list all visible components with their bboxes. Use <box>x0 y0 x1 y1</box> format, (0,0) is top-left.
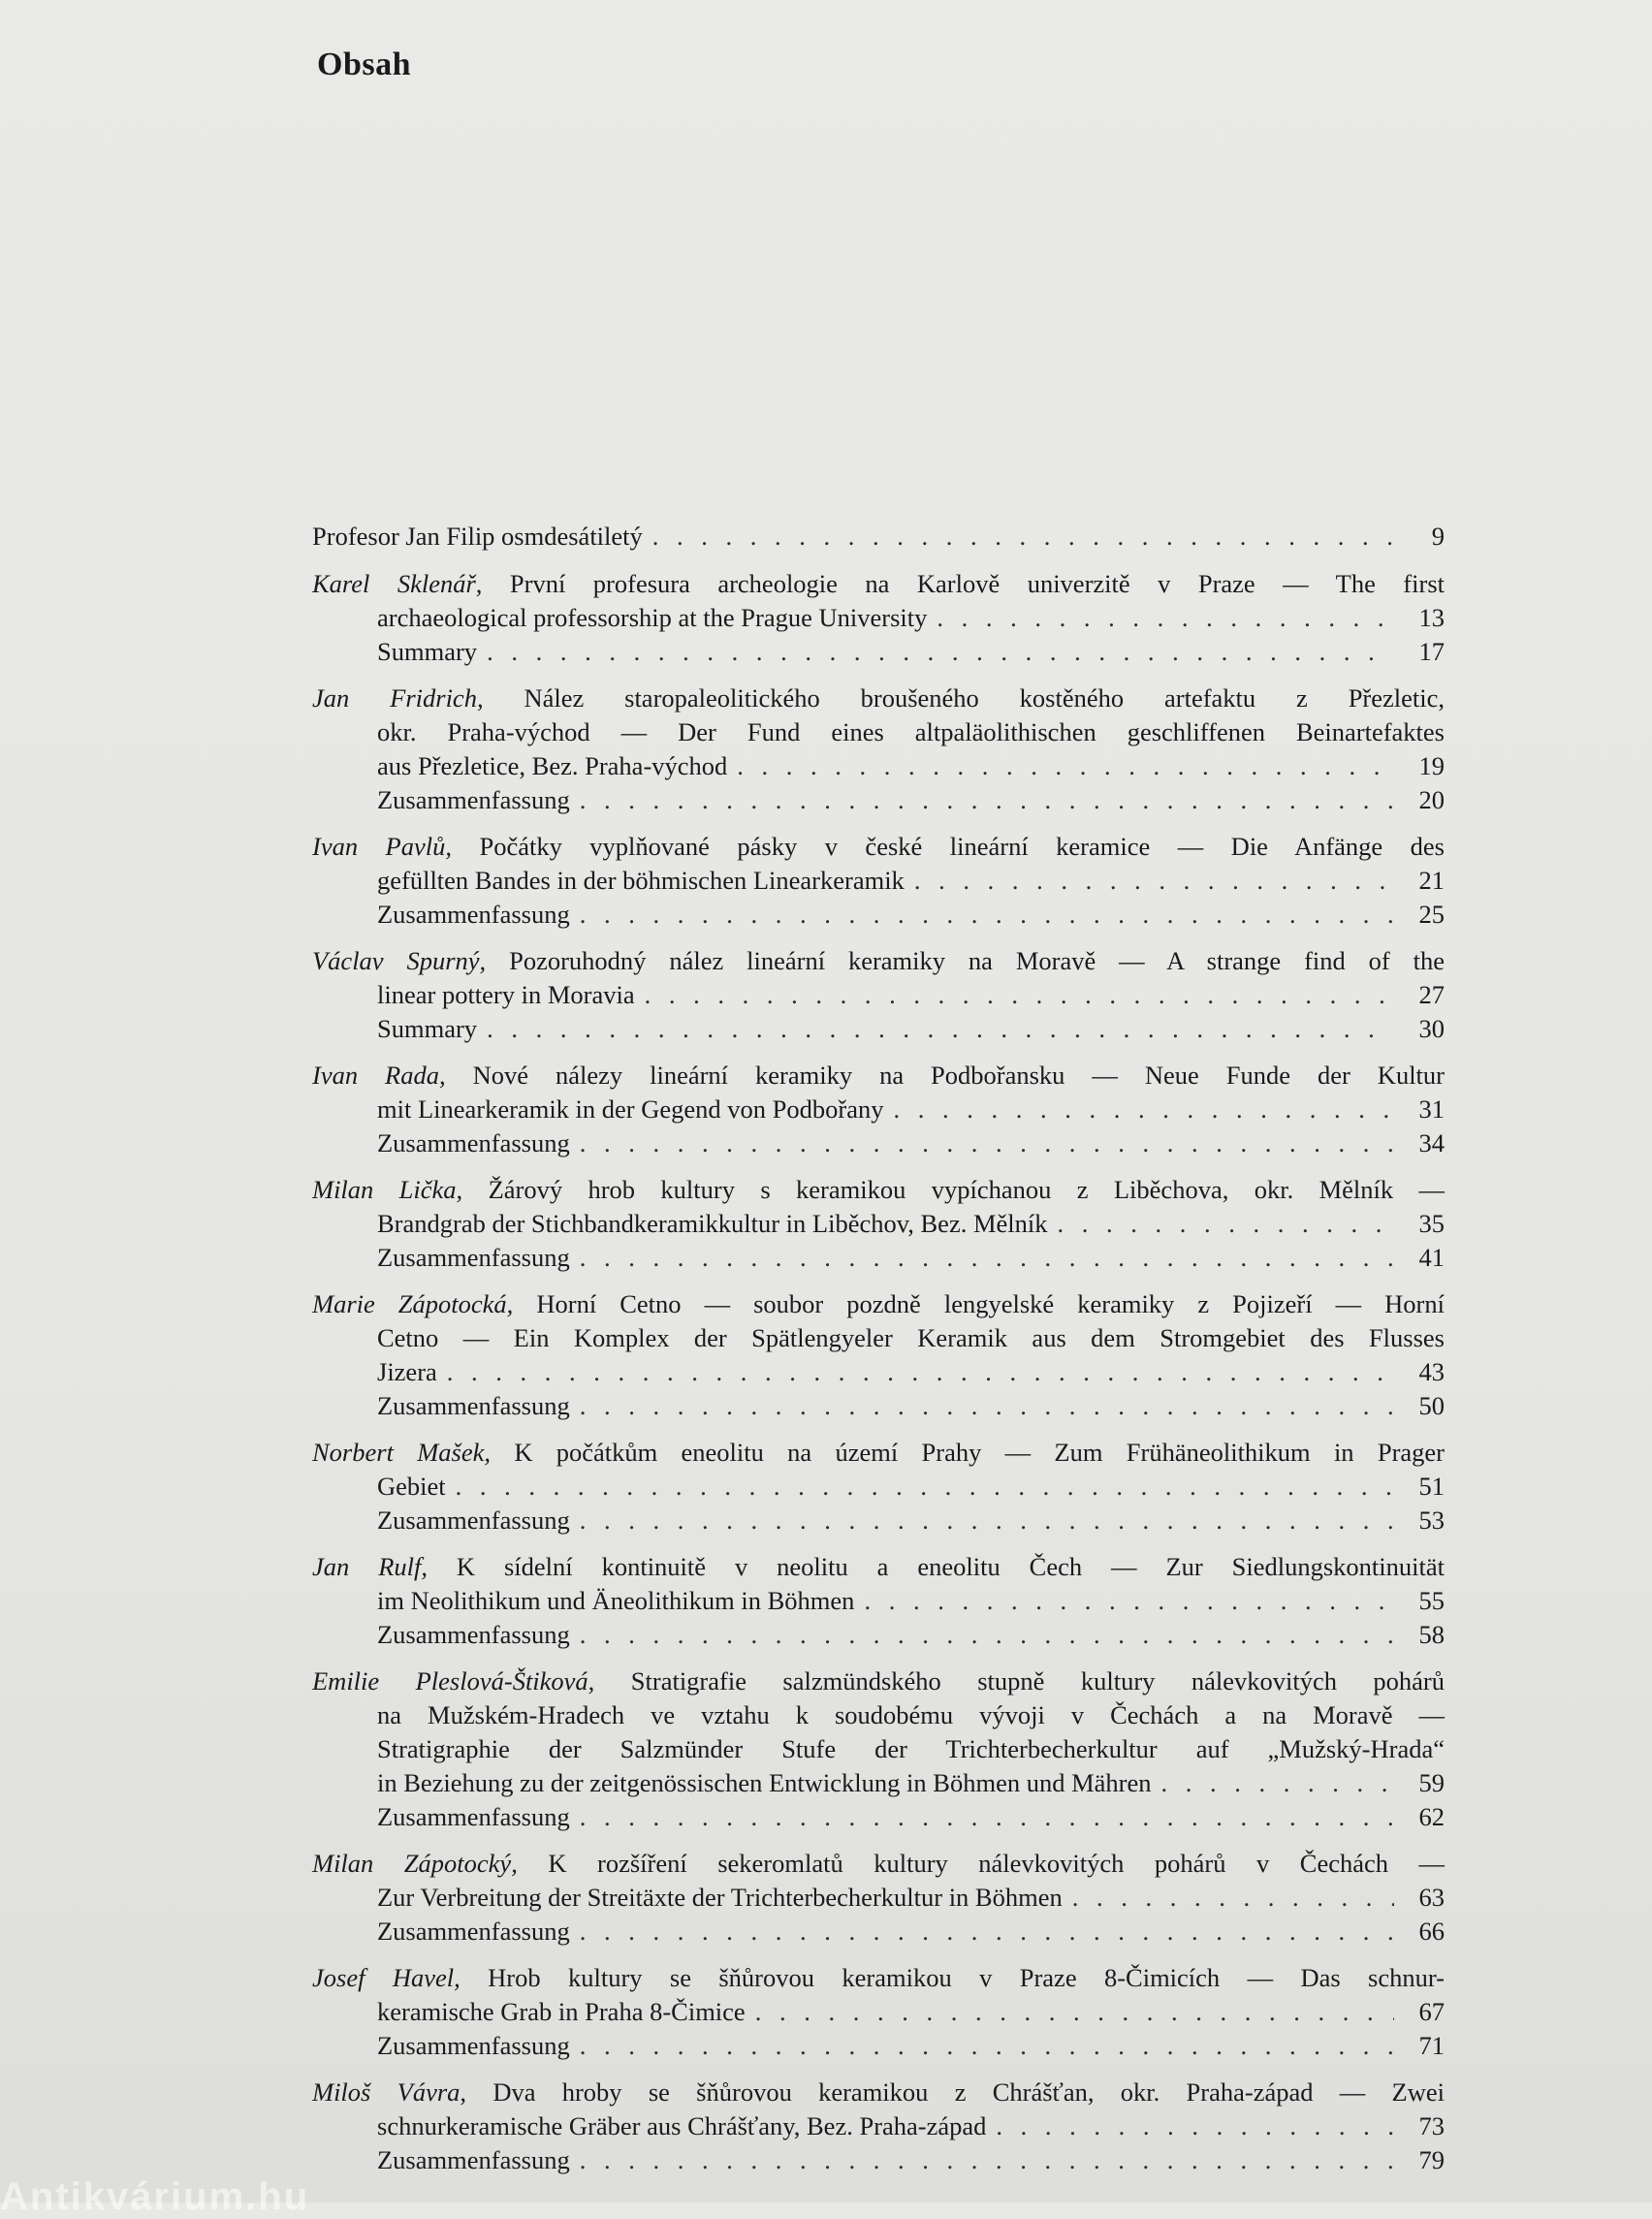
page-number: 31 <box>1418 1094 1445 1124</box>
page-number: 79 <box>1418 2145 1445 2174</box>
toc-entry <box>312 682 1445 817</box>
entry-title-text: Brandgrab der Stichbandkeramikkultur in Liběchov, Bez. Mělník <box>377 1209 1048 1238</box>
toc-line-with-page <box>312 1012 1445 1046</box>
dot-leader <box>937 601 1394 635</box>
dot-leader <box>580 2029 1394 2063</box>
dot-leader <box>996 2109 1394 2143</box>
dot-leader <box>580 1915 1394 1949</box>
dot-leader <box>580 1241 1394 1275</box>
entry-title-text: Horní Cetno — soubor pozdně lengyelské keramiky z Pojizeří — Horní <box>536 1289 1445 1318</box>
dot-leader <box>755 1995 1394 2029</box>
dot-leader <box>580 898 1394 932</box>
author-name: Karel Sklenář, <box>312 569 483 598</box>
entry-title-text: Nález staropaleolitického broušeného kostěného artefaktu z Přezletic, <box>524 683 1446 713</box>
author-name: Marie Zápotocká, <box>312 1289 514 1318</box>
toc-line <box>312 1321 1445 1355</box>
toc-entry <box>312 1550 1445 1652</box>
toc-entry <box>312 1287 1445 1423</box>
toc-entry <box>312 944 1445 1046</box>
page-number: 25 <box>1418 900 1445 929</box>
entry-title-text: gefüllten Bandes in der böhmischen Linearkeramik <box>377 866 905 895</box>
watermark: Antikvárium.hu <box>0 2175 310 2218</box>
toc-entry <box>312 1664 1445 1834</box>
page-number: 51 <box>1418 1472 1445 1501</box>
toc-line <box>312 567 1445 601</box>
page-number: 21 <box>1418 866 1445 895</box>
entry-title-text: schnurkeramische Gräber aus Chrášťany, Bez. Praha-západ <box>377 2111 987 2140</box>
dot-leader <box>580 1389 1394 1423</box>
page-number: 41 <box>1418 1243 1445 1272</box>
dot-leader <box>580 1504 1394 1537</box>
entry-title-text: Zur Verbreitung der Streitäxte der Trichterbecherkultur in Böhmen <box>377 1883 1063 1912</box>
page-number: 59 <box>1418 1768 1445 1797</box>
toc-line-with-page <box>312 1470 1445 1504</box>
page-number: 20 <box>1418 785 1445 814</box>
dot-leader <box>737 749 1394 783</box>
toc-line-with-page <box>312 898 1445 932</box>
toc-line-with-page <box>312 635 1445 669</box>
dot-leader <box>580 1800 1394 1834</box>
entry-title-text: Zusammenfassung <box>377 785 570 814</box>
toc-line-with-page <box>312 1126 1445 1160</box>
page-number: 9 <box>1431 522 1445 551</box>
entry-title-text: na Mužském-Hradech ve vztahu k soudobému vývoji v Čechách a na Moravě — <box>377 1700 1445 1729</box>
entry-title-text: Zusammenfassung <box>377 1802 570 1831</box>
toc-entry <box>312 830 1445 932</box>
entry-title-text: keramische Grab in Praha 8-Čimice <box>377 1997 746 2026</box>
dot-leader <box>652 520 1394 554</box>
author-name: Ivan Rada, <box>312 1061 446 1090</box>
toc-entry <box>312 520 1445 554</box>
toc-line-with-page <box>312 1584 1445 1618</box>
toc-line <box>312 682 1445 715</box>
entry-title-text: Summary <box>377 1014 478 1043</box>
page-number: 43 <box>1418 1357 1445 1386</box>
author-name: Josef Havel, <box>312 1963 461 1992</box>
toc-line-with-page <box>312 1504 1445 1537</box>
entry-title-text: linear pottery in Moravia <box>377 980 635 1009</box>
entry-title-text: Profesor Jan Filip osmdesátiletý <box>312 522 643 551</box>
toc-entry <box>312 1961 1445 2063</box>
table-of-contents <box>312 520 1445 2190</box>
author-name: Milan Zápotocký, <box>312 1849 518 1878</box>
entry-title-text: Zusammenfassung <box>377 2031 570 2060</box>
toc-line-with-page <box>312 520 1445 554</box>
entry-title-text: Pozoruhodný nález lineární keramiky na Moravě — A strange find of the <box>509 946 1446 975</box>
page-number: 58 <box>1418 1620 1445 1649</box>
page-number: 50 <box>1418 1391 1445 1420</box>
toc-line-with-page <box>312 1766 1445 1800</box>
dot-leader <box>914 864 1394 898</box>
toc-line-with-page <box>312 601 1445 635</box>
entry-title-text: Zusammenfassung <box>377 1243 570 1272</box>
author-name: Ivan Pavlů, <box>312 832 452 861</box>
entry-title-text: Zusammenfassung <box>377 900 570 929</box>
dot-leader <box>1058 1207 1394 1241</box>
entry-title-text: První profesura archeologie na Karlově univerzitě v Praze — The first <box>509 569 1445 598</box>
toc-line-with-page <box>312 2109 1445 2143</box>
toc-line-with-page <box>312 783 1445 817</box>
entry-title-text: Jizera <box>377 1357 437 1386</box>
entry-title-text: Nové nálezy lineární keramiky na Podbořansku — Neue Funde der Kultur <box>472 1061 1445 1090</box>
entry-title-text: Zusammenfassung <box>377 1620 570 1649</box>
page-number: 35 <box>1418 1209 1445 1238</box>
page-number: 27 <box>1418 980 1445 1009</box>
entry-title-text: aus Přezletice, Bez. Praha-východ <box>377 751 728 780</box>
dot-leader <box>487 635 1394 669</box>
page-title: Obsah <box>317 47 411 82</box>
entry-title-text: Hrob kultury se šňůrovou keramikou v Praze 8-Čimicích — Das schnur- <box>488 1963 1445 1992</box>
page-number: 63 <box>1418 1883 1445 1912</box>
page-number: 19 <box>1418 751 1445 780</box>
page-number: 53 <box>1418 1506 1445 1535</box>
entry-title-text: Cetno — Ein Komplex der Spätlengyeler Keramik aus dem Stromgebiet des Flusses <box>377 1323 1445 1352</box>
dot-leader <box>894 1093 1395 1126</box>
entry-title-text: K sídelní kontinuitě v neolitu a eneolitu Čech — Zur Siedlungskontinuität <box>456 1552 1446 1581</box>
dot-leader <box>447 1355 1394 1389</box>
toc-line <box>312 1550 1445 1584</box>
dot-leader <box>456 1470 1394 1504</box>
dot-leader <box>580 1618 1394 1652</box>
toc-line-with-page <box>312 978 1445 1012</box>
toc-line <box>312 1173 1445 1207</box>
entry-title-text: Počátky vyplňované pásky v české lineární keramice — Die Anfänge des <box>479 832 1445 861</box>
dot-leader <box>580 2143 1394 2177</box>
toc-line <box>312 944 1445 978</box>
toc-line <box>312 1847 1445 1881</box>
page-number: 13 <box>1418 603 1445 632</box>
entry-title-text: Stratigraphie der Salzmünder Stufe der Trichterbecherkultur auf „Mužský-Hrada“ <box>377 1734 1445 1763</box>
entry-title-text: Gebiet <box>377 1472 446 1501</box>
toc-line-with-page <box>312 1389 1445 1423</box>
toc-line <box>312 1059 1445 1093</box>
toc-line-with-page <box>312 1618 1445 1652</box>
dot-leader <box>1161 1766 1395 1800</box>
dot-leader <box>645 978 1394 1012</box>
author-name: Jan Fridrich, <box>312 683 484 713</box>
entry-title-text: archaeological professorship at the Prague University <box>377 603 928 632</box>
dot-leader <box>580 1126 1394 1160</box>
toc-line-with-page <box>312 864 1445 898</box>
entry-title-text: mit Linearkeramik in der Gegend von Podbořany <box>377 1094 884 1124</box>
dot-leader <box>864 1584 1394 1618</box>
author-name: Emilie Pleslová-Štiková, <box>312 1666 595 1696</box>
page-number: 66 <box>1418 1917 1445 1946</box>
entry-title-text: im Neolithikum und Äneolithikum in Böhmen <box>377 1586 855 1615</box>
author-name: Václav Spurný, <box>312 946 487 975</box>
toc-line-with-page <box>312 1207 1445 1241</box>
entry-title-text: Zusammenfassung <box>377 2145 570 2174</box>
page-number: 62 <box>1418 1802 1445 1831</box>
entry-title-text: Zusammenfassung <box>377 1917 570 1946</box>
toc-line <box>312 1732 1445 1766</box>
toc-line-with-page <box>312 1241 1445 1275</box>
toc-line <box>312 715 1445 749</box>
toc-line <box>312 1436 1445 1470</box>
entry-title-text: Zusammenfassung <box>377 1506 570 1535</box>
entry-title-text: Zusammenfassung <box>377 1128 570 1157</box>
toc-line-with-page <box>312 749 1445 783</box>
toc-line-with-page <box>312 1995 1445 2029</box>
toc-line-with-page <box>312 1355 1445 1389</box>
page-number: 71 <box>1418 2031 1445 2060</box>
page-number: 30 <box>1418 1014 1445 1043</box>
toc-line-with-page <box>312 1915 1445 1949</box>
entry-title-text: K rozšíření sekeromlatů kultury nálevkovitých pohárů v Čechách — <box>548 1849 1446 1878</box>
page-number: 17 <box>1418 637 1445 666</box>
toc-line <box>312 1664 1445 1698</box>
page-number: 73 <box>1418 2111 1445 2140</box>
entry-title-text: Žárový hrob kultury s keramikou vypíchanou z Liběchova, okr. Mělník — <box>488 1175 1445 1204</box>
toc-line <box>312 1961 1445 1995</box>
entry-title-text: Zusammenfassung <box>377 1391 570 1420</box>
entry-title-text: okr. Praha-východ — Der Fund eines altpaläolithischen geschliffenen Beinartefaktes <box>377 717 1445 746</box>
author-name: Miloš Vávra, <box>312 2077 467 2107</box>
toc-entry <box>312 1173 1445 1275</box>
page-number: 55 <box>1418 1586 1445 1615</box>
toc-line-with-page <box>312 1881 1445 1915</box>
entry-title-text: K počátkům eneolitu na území Prahy — Zum Frühäneolithikum in Prager <box>514 1438 1446 1467</box>
toc-line <box>312 1698 1445 1732</box>
toc-entry <box>312 1436 1445 1537</box>
toc-line-with-page <box>312 2029 1445 2063</box>
toc-line-with-page <box>312 1800 1445 1834</box>
toc-line <box>312 830 1445 864</box>
entry-title-text: Stratigrafie salzmündského stupně kultury nálevkovitých pohárů <box>630 1666 1445 1696</box>
author-name: Norbert Mašek, <box>312 1438 492 1467</box>
dot-leader <box>580 783 1394 817</box>
toc-entry <box>312 1059 1445 1160</box>
toc-line <box>312 2076 1445 2109</box>
entry-title-text: in Beziehung zu der zeitgenössischen Entwicklung in Böhmen und Mähren <box>377 1768 1152 1797</box>
entry-title-text: Dva hroby se šňůrovou keramikou z Chrášťan, okr. Praha-západ — Zwei <box>492 2077 1445 2107</box>
page-number: 34 <box>1418 1128 1445 1157</box>
toc-entry <box>312 1847 1445 1949</box>
entry-title-text: Summary <box>377 637 478 666</box>
dot-leader <box>487 1012 1394 1046</box>
toc-entry <box>312 567 1445 669</box>
page-number: 67 <box>1418 1997 1445 2026</box>
dot-leader <box>1072 1881 1394 1915</box>
toc-line <box>312 1287 1445 1321</box>
toc-entry <box>312 2076 1445 2177</box>
author-name: Milan Lička, <box>312 1175 463 1204</box>
author-name: Jan Rulf, <box>312 1552 428 1581</box>
toc-line-with-page <box>312 2143 1445 2177</box>
toc-line-with-page <box>312 1093 1445 1126</box>
